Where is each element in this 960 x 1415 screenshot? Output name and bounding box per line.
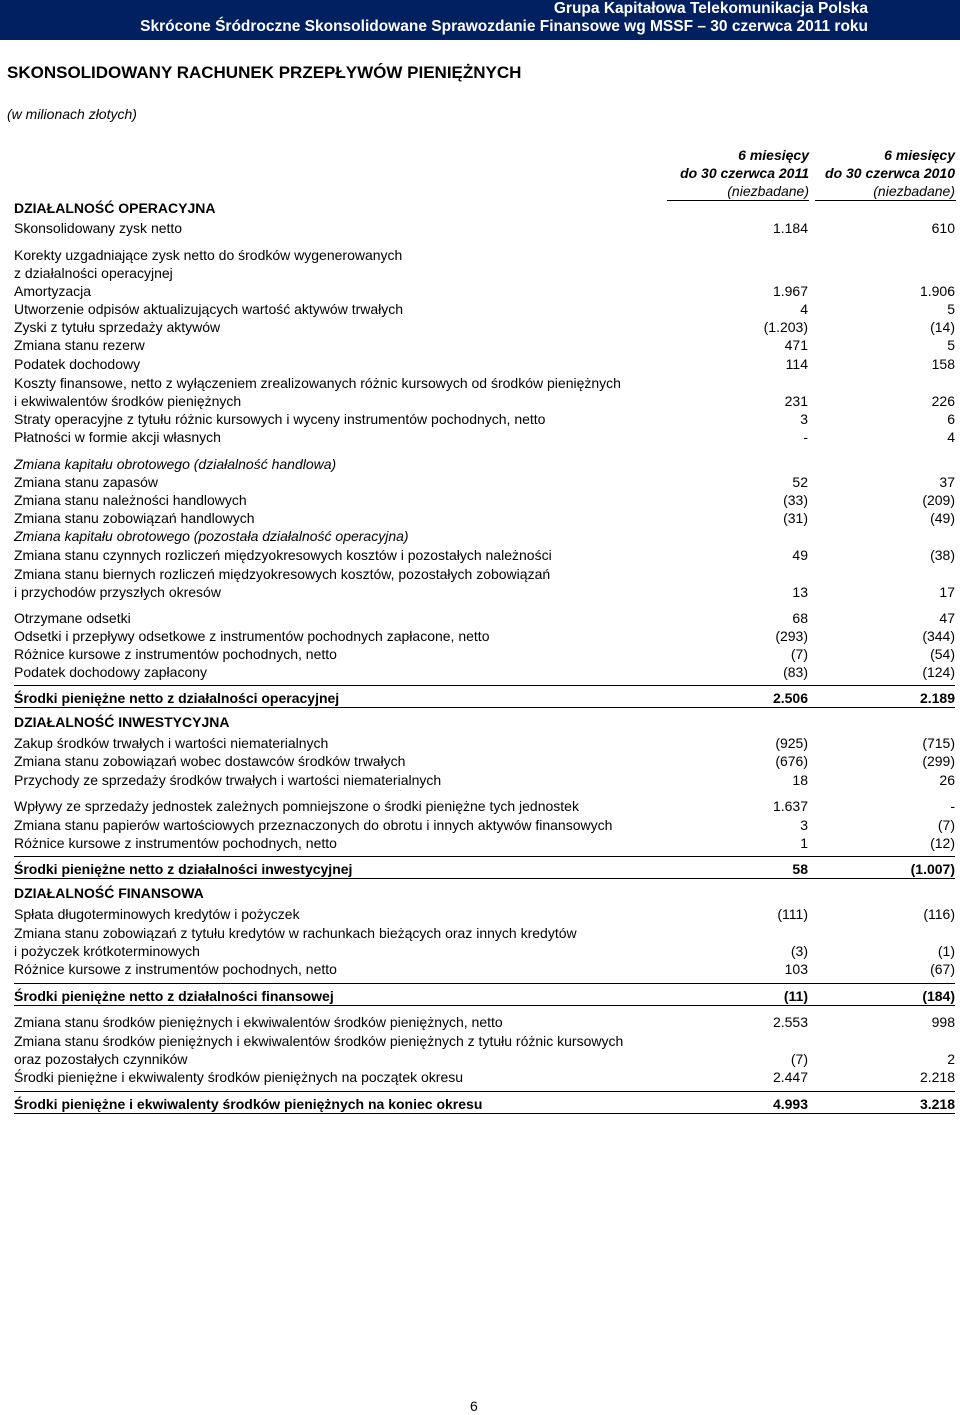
value-2010: (209) <box>922 492 955 508</box>
section-heading-operating: DZIAŁALNOŚĆ OPERACYJNA <box>14 200 216 216</box>
value-2011: 49 <box>792 547 808 563</box>
column-header-line1: 6 miesięcy <box>884 147 955 163</box>
units-note: (w milionach złotych) <box>7 106 137 122</box>
row-label: Zmiana stanu zobowiązań handlowych <box>14 510 255 526</box>
row-label <box>14 374 621 410</box>
value-2011: 13 <box>792 584 808 600</box>
value-2010: (1) <box>937 943 955 959</box>
row-label <box>14 924 577 960</box>
row-label: Podatek dochodowy zapłacony <box>14 664 208 680</box>
row-label: z działalności operacyjnej <box>14 265 173 281</box>
value-2011: 4.993 <box>772 1096 808 1112</box>
value-2010: 610 <box>931 220 955 236</box>
value-2011: 18 <box>792 772 808 788</box>
value-2011: 1.637 <box>772 798 808 814</box>
value-2010: (1.007) <box>910 861 955 877</box>
page-title: SKONSOLIDOWANY RACHUNEK PRZEPŁYWÓW PIENIĘŻNYCH <box>7 63 522 82</box>
row-label: Różnice kursowe z instrumentów pochodnych, netto <box>14 646 337 662</box>
company-name: Grupa Kapitałowa Telekomunikacja Polska <box>553 0 868 17</box>
section-heading-financing: DZIAŁALNOŚĆ FINANSOWA <box>14 885 204 901</box>
column-header-line1: 6 miesięcy <box>738 147 809 163</box>
total-rule <box>14 1113 955 1114</box>
value-2010: 4 <box>947 429 955 445</box>
row-label: Przychody ze sprzedaży środków trwałych i wartości niematerialnych <box>14 772 442 788</box>
value-2010: 2 <box>947 1051 955 1067</box>
report-header-bar <box>0 0 960 40</box>
value-2010: 998 <box>931 1014 955 1030</box>
value-2010: - <box>950 798 955 814</box>
value-2011: (83) <box>783 664 808 680</box>
total-rule <box>14 685 955 686</box>
value-2011: (925) <box>775 735 808 751</box>
value-2010: (67) <box>930 961 955 977</box>
value-2010: (14) <box>930 319 955 335</box>
value-2010: (38) <box>930 547 955 563</box>
value-2011: (11) <box>783 988 808 1004</box>
value-2011: - <box>803 429 808 445</box>
row-label: Środki pieniężne i ekwiwalenty środków pieniężnych na koniec okresu <box>14 1096 483 1112</box>
value-2011: 103 <box>784 961 808 977</box>
row-label: Otrzymane odsetki <box>14 610 131 626</box>
row-label: Zmiana stanu zapasów <box>14 474 158 490</box>
row-label-line1: Zmiana stanu środków pieniężnych i ekwiwalentów środków pieniężnych z tytułu różnic kursowych <box>14 1033 624 1049</box>
row-label-line1: Zmiana stanu biernych rozliczeń międzyokresowych kosztów, pozostałych zobowiązań <box>14 566 551 582</box>
value-2010: 47 <box>939 610 955 626</box>
value-2011: 58 <box>792 861 808 877</box>
value-2011: (31) <box>783 510 808 526</box>
total-rule <box>14 878 955 879</box>
column-rule <box>667 200 809 201</box>
value-2011: 1.967 <box>772 283 808 299</box>
row-label: Podatek dochodowy <box>14 356 141 372</box>
value-2010: (344) <box>922 628 955 644</box>
row-label: Środki pieniężne netto z działalności inwestycyjnej <box>14 861 353 877</box>
value-2010: 1.906 <box>919 283 955 299</box>
value-2011: 114 <box>785 356 808 372</box>
value-2011: (1.203) <box>763 319 808 335</box>
value-2010: 6 <box>947 411 955 427</box>
value-2011: (33) <box>783 492 808 508</box>
value-2010: (49) <box>930 510 955 526</box>
row-label: Środki pieniężne netto z działalności finansowej <box>14 988 334 1004</box>
value-2010: 5 <box>947 301 955 317</box>
value-2011: (293) <box>775 628 808 644</box>
value-2010: 17 <box>939 584 955 600</box>
value-2010: 3.218 <box>919 1096 955 1112</box>
column-header-2011 <box>649 146 809 200</box>
value-2010: 5 <box>947 337 955 353</box>
row-label: Płatności w formie akcji własnych <box>14 429 221 445</box>
column-header-line2: do 30 czerwca 2011 <box>680 165 809 181</box>
value-2011: (3) <box>790 943 808 959</box>
value-2011: (7) <box>790 646 808 662</box>
value-2011: 4 <box>800 301 808 317</box>
value-2011: 231 <box>784 393 808 409</box>
row-label: Zmiana stanu środków pieniężnych i ekwiwalentów środków pieniężnych, netto <box>14 1014 503 1030</box>
value-2011: (676) <box>775 753 808 769</box>
subheading-working-capital-trade: Zmiana kapitału obrotowego (działalność handlowa) <box>14 456 337 472</box>
row-label: Zmiana stanu należności handlowych <box>14 492 247 508</box>
value-2010: (124) <box>922 664 955 680</box>
row-label: Amortyzacja <box>14 283 92 299</box>
value-2010: 2.189 <box>919 690 955 706</box>
row-label: Zmiana stanu rezerw <box>14 337 145 353</box>
row-label: Korekty uzgadniające zysk netto do środków wygenerowanych <box>14 247 403 263</box>
row-label-line1: Koszty finansowe, netto z wyłączeniem zrealizowanych różnic kursowych od środków pieniężnych <box>14 375 621 391</box>
value-2011: 2.553 <box>772 1014 808 1030</box>
row-label: Utworzenie odpisów aktualizujących wartość aktywów trwałych <box>14 301 404 317</box>
value-2011: 1 <box>800 835 808 851</box>
row-label: Wpływy ze sprzedaży jednostek zależnych pomniejszone o środki pieniężne tych jednostek <box>14 798 579 814</box>
row-label: Odsetki i przepływy odsetkowe z instrumentów pochodnych zapłacone, netto <box>14 628 490 644</box>
page-number: 6 <box>470 1398 478 1414</box>
value-2010: (12) <box>930 835 955 851</box>
row-label-line2: i przychodów przyszłych okresów <box>14 584 221 600</box>
value-2011: 68 <box>792 610 808 626</box>
value-2011: (7) <box>790 1051 808 1067</box>
value-2010: 158 <box>931 356 955 372</box>
total-rule <box>14 1005 955 1006</box>
row-label: Różnice kursowe z instrumentów pochodnych, netto <box>14 961 337 977</box>
row-label <box>14 1032 623 1068</box>
value-2011: 3 <box>800 817 808 833</box>
value-2011: 2.447 <box>772 1069 808 1085</box>
row-label-line2: i pożyczek krótkoterminowych <box>14 943 200 959</box>
row-label: Zmiana stanu zobowiązań wobec dostawców środków trwałych <box>14 753 406 769</box>
column-header-line2: do 30 czerwca 2010 <box>825 165 955 181</box>
report-name: Skrócone Śródroczne Skonsolidowane Sprawozdanie Finansowe wg MSSF – 30 czerwca 2011 roku <box>140 18 868 35</box>
row-label-line2: oraz pozostałych czynników <box>14 1051 188 1067</box>
value-2010: (715) <box>922 735 955 751</box>
row-label: Różnice kursowe z instrumentów pochodnych, netto <box>14 835 337 851</box>
row-label: Zmiana stanu czynnych rozliczeń międzyokresowych kosztów i pozostałych należności <box>14 547 552 563</box>
value-2010: 226 <box>931 393 955 409</box>
subheading-working-capital-other: Zmiana kapitału obrotowego (pozostała działalność operacyjna) <box>14 528 409 544</box>
value-2010: (299) <box>922 753 955 769</box>
value-2010: 37 <box>939 474 955 490</box>
value-2010: (54) <box>930 646 955 662</box>
row-label: Środki pieniężne i ekwiwalenty środków pieniężnych na początek okresu <box>14 1069 464 1085</box>
value-2011: 52 <box>792 474 808 490</box>
row-label: Skonsolidowany zysk netto <box>14 220 183 236</box>
column-header-line3: (niezbadane) <box>873 183 955 199</box>
value-2010: 2.218 <box>919 1069 955 1085</box>
value-2011: 471 <box>784 337 808 353</box>
value-2010: (116) <box>923 906 955 922</box>
row-label: Zyski z tytułu sprzedaży aktywów <box>14 319 221 335</box>
section-heading-investing: DZIAŁALNOŚĆ INWESTYCYJNA <box>14 714 230 730</box>
value-2011: 2.506 <box>772 690 808 706</box>
row-label <box>14 565 550 601</box>
total-rule <box>14 1091 955 1092</box>
value-2011: (111) <box>777 906 808 922</box>
row-label: Spłata długoterminowych kredytów i pożyczek <box>14 906 300 922</box>
row-label-line1: Zmiana stanu zobowiązań z tytułu kredytów w rachunkach bieżących oraz innych kredytów <box>14 925 577 941</box>
value-2011: 1.184 <box>772 220 808 236</box>
value-2011: 3 <box>800 411 808 427</box>
value-2010: (184) <box>922 988 955 1004</box>
total-rule <box>14 983 955 984</box>
row-label: Środki pieniężne netto z działalności operacyjnej <box>14 690 340 706</box>
total-rule <box>14 856 955 857</box>
row-label: Zakup środków trwałych i wartości niematerialnych <box>14 735 329 751</box>
column-header-2010 <box>795 146 955 200</box>
column-header-line3: (niezbadane) <box>727 183 809 199</box>
value-2010: 26 <box>939 772 955 788</box>
row-label-line2: i ekwiwalentów środków pieniężnych <box>14 393 242 409</box>
column-rule <box>815 200 956 201</box>
total-rule <box>14 707 955 708</box>
value-2010: (7) <box>937 817 955 833</box>
row-label: Zmiana stanu papierów wartościowych przeznaczonych do obrotu i innych aktywów finansowych <box>14 817 613 833</box>
row-label: Straty operacyjne z tytułu różnic kursowych i wyceny instrumentów pochodnych, netto <box>14 411 546 427</box>
